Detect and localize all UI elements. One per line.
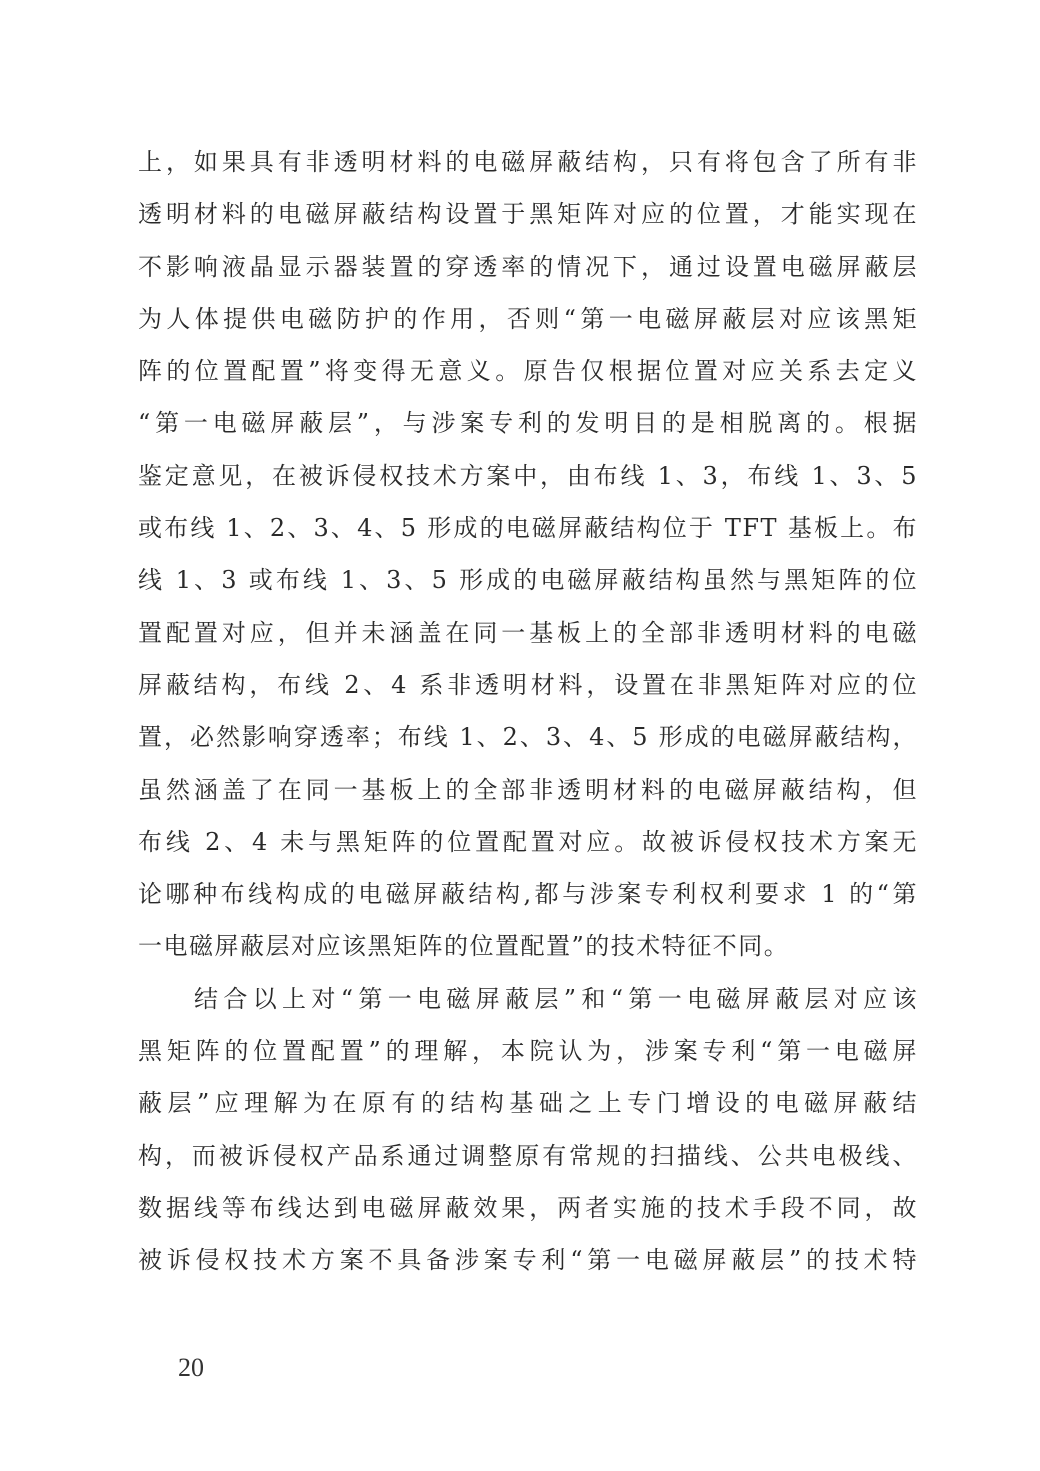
text-line: 数据线等布线达到电磁屏蔽效果，两者实施的技术手段不同，故 (138, 1193, 918, 1222)
text-line: 置配置对应，但并未涵盖在同一基板上的全部非透明材料的电磁 (138, 618, 918, 647)
text-line: 屏蔽结构，布线 2、4 系非透明材料，设置在非黑矩阵对应的位 (138, 670, 918, 699)
text-line: 上，如果具有非透明材料的电磁屏蔽结构，只有将包含了所有非 (138, 148, 918, 176)
page-number: 20 (178, 1353, 204, 1382)
text-line: 线 1、3 或布线 1、3、5 形成的电磁屏蔽结构虽然与黑矩阵的位 (138, 566, 918, 595)
text-line: 被诉侵权技术方案不具备涉案专利“第一电磁屏蔽层”的技术特 (138, 1246, 918, 1275)
text-line: 阵的位置配置”将变得无意义。原告仅根据位置对应关系去定义 (138, 357, 918, 386)
text-line: 透明材料的电磁屏蔽结构设置于黑矩阵对应的位置，才能实现在 (138, 200, 918, 229)
body-text (138, 150, 918, 1301)
text-line: 或布线 1、2、3、4、5 形成的电磁屏蔽结构位于 TFT 基板上。布 (138, 514, 918, 543)
text-line: 论哪种布线构成的电磁屏蔽结构,都与涉案专利权利要求 1 的“第 (138, 880, 918, 909)
text-line: 一电磁屏蔽层对应该黑矩阵的位置配置”的技术特征不同。 (138, 932, 790, 961)
text-line: 鉴定意见，在被诉侵权技术方案中，由布线 1、3，布线 1、3、5 (138, 461, 918, 490)
text-line: 蔽层”应理解为在原有的结构基础之上专门增设的电磁屏蔽结 (138, 1089, 918, 1118)
text-line: 黑矩阵的位置配置”的理解，本院认为，涉案专利“第一电磁屏 (138, 1037, 918, 1066)
text-line: 构，而被诉侵权产品系通过调整原有常规的扫描线、公共电极线、 (138, 1141, 918, 1170)
text-line: 为人体提供电磁防护的作用，否则“第一电磁屏蔽层对应该黑矩 (138, 304, 918, 333)
text-line: 置，必然影响穿透率；布线 1、2、3、4、5 形成的电磁屏蔽结构， (138, 723, 918, 752)
text-line: 布线 2、4 未与黑矩阵的位置配置对应。故被诉侵权技术方案无 (138, 827, 918, 856)
text-line: 不影响液晶显示器装置的穿透率的情况下，通过设置电磁屏蔽层 (138, 252, 918, 281)
text-line: “第一电磁屏蔽层”，与涉案专利的发明目的是相脱离的。根据 (138, 409, 918, 438)
text-line: 虽然涵盖了在同一基板上的全部非透明材料的电磁屏蔽结构，但 (138, 775, 918, 804)
paragraph-first-line: 结合以上对“第一电磁屏蔽层”和“第一电磁屏蔽层对应该 (194, 984, 918, 1013)
